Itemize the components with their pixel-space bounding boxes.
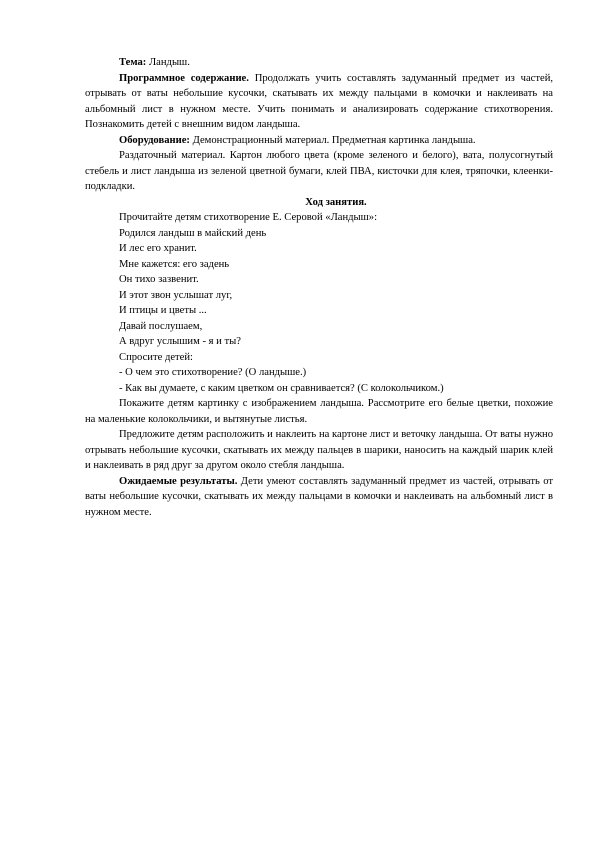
offer-paragraph: Предложите детям расположить и наклеить на картоне лист и веточку ландыша. От ваты нужно отрывать небольшие кусочки, скатывать их между пальцев в шарики, наносить на каждый шарик клей и наклеивать в ряд друг за другом около стебля ландыша.	[85, 429, 553, 471]
results-text: Дети умеют составлять задуманный предмет из частей, отрывать от ваты небольшие кусочки, скатывать их между пальцами в комочки и наклеивать на альбомный лист в нужном месте.	[85, 475, 553, 518]
show-picture-paragraph: Покажите детям картинку с изображением ландыша. Рассмотрите его белые цветки, похожие на маленькие колокольчики, и вытянутые листья.	[85, 398, 553, 425]
equipment-label: Оборудование:	[119, 134, 190, 146]
document-page	[85, 55, 553, 520]
program-label: Программное содержание.	[119, 72, 249, 84]
program-text: Продолжать учить составлять задуманный предмет из частей, отрывать от ваты небольшие кусочки, скатывать их между пальцами в комочки и наклеивать на альбомный лист в нужном месте. Учить понимать и анализировать содержание стихотворения. Познакомить детей с внешним видом ландыша.	[85, 72, 554, 130]
question-line: - О чем это стихотворение? (О ландыше.)	[119, 367, 307, 378]
poem-line: Давай послушаем,	[119, 320, 203, 332]
lesson-heading: Ход занятия.	[305, 196, 367, 208]
topic-label: Тема:	[119, 57, 147, 68]
topic-paragraph	[85, 55, 553, 71]
program-paragraph	[85, 71, 553, 133]
results-paragraph	[85, 474, 553, 521]
question-line: - Как вы думаете, с каким цветком он сравнивается? (С колокольчиком.)	[119, 382, 444, 394]
poem-line: И птицы и цветы ...	[119, 305, 207, 316]
poem-line: И этот звон услышат луг,	[119, 289, 233, 301]
poem-line: Он тихо зазвенит.	[119, 274, 199, 285]
poem-line: Родился ландыш в майский день	[119, 227, 267, 239]
poem-line: Прочитайте детям стихотворение Е. Серовой «Ландыш»:	[119, 212, 378, 223]
poem-line: И лес его хранит.	[119, 243, 197, 254]
results-label: Ожидаемые результаты.	[119, 475, 238, 487]
topic-text: Ландыш.	[146, 57, 190, 68]
equipment-paragraph	[85, 133, 553, 149]
question-intro: Спросите детей:	[119, 351, 193, 363]
poem-line: А вдруг услышим - я и ты?	[119, 336, 241, 347]
handout-paragraph: Раздаточный материал. Картон любого цвета (кроме зеленого и белого), вата, полусогнутый стебель и лист ландыша из зеленой цветной бумаги, клей ПВА, кисточки для клея, тряпочки, клеенки-подкладки.	[85, 150, 553, 192]
poem-line: Мне кажется: его задень	[119, 258, 230, 270]
equipment-text: Демонстрационный материал. Предметная картинка ландыша.	[189, 134, 476, 146]
